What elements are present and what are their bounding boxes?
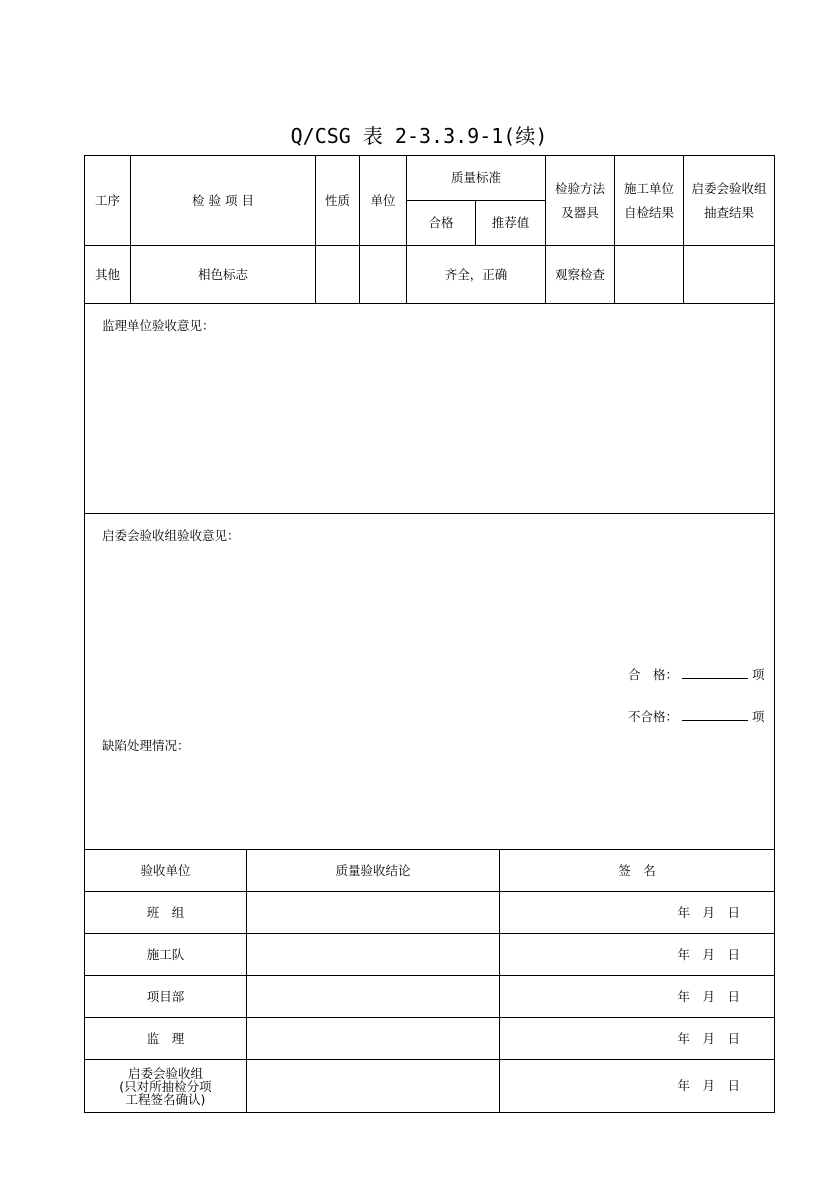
sign-row-conclusion[interactable] <box>246 1059 500 1113</box>
row-self-check[interactable] <box>614 245 684 304</box>
header-self-line2: 自检结果 <box>623 204 674 220</box>
committee-unit-line2: (只对所抽检分项 <box>119 1078 212 1094</box>
sign-row-date[interactable]: 年 月 日 <box>499 891 775 934</box>
header-qualified: 合格 <box>406 200 476 246</box>
sign-row-date[interactable]: 年 月 日 <box>499 1059 775 1113</box>
header-self-line1: 施工单位 <box>623 180 674 196</box>
sign-header-conclusion: 质量验收结论 <box>246 849 500 892</box>
unqualified-label: 不合格： <box>628 709 679 724</box>
sign-row-date[interactable]: 年 月 日 <box>499 1017 775 1060</box>
form-title: Q/CSG 表 2-3.3.9-1(续) <box>290 124 548 148</box>
unqualified-suffix: 项 <box>752 709 765 724</box>
unqualified-count <box>628 707 765 725</box>
supervision-opinion-label: 监理单位验收意见： <box>102 318 215 333</box>
sign-header-sign: 签 名 <box>499 849 775 892</box>
header-recommended: 推荐值 <box>475 200 546 246</box>
header-method <box>545 155 615 246</box>
qualified-count <box>628 665 765 683</box>
sign-row-conclusion[interactable] <box>246 975 500 1018</box>
qualified-label: 合 格： <box>628 667 679 682</box>
committee-opinion-label: 启委会验收组验收意见： <box>102 528 240 543</box>
qualified-suffix: 项 <box>752 667 765 682</box>
row-unit[interactable] <box>359 245 407 304</box>
header-committee-line2: 抽查结果 <box>703 204 754 220</box>
header-method-line1: 检验方法 <box>554 180 605 196</box>
committee-unit-line3: 工程签名确认) <box>125 1091 206 1107</box>
header-process: 工序 <box>84 155 131 246</box>
sign-row-unit: 班 组 <box>84 891 247 934</box>
sign-row-conclusion[interactable] <box>246 891 500 934</box>
header-method-line2: 及器具 <box>561 204 599 220</box>
row-committee-check[interactable] <box>683 245 775 304</box>
row-method: 观察检查 <box>545 245 615 304</box>
header-item: 检 验 项 目 <box>130 155 316 246</box>
row-process: 其他 <box>84 245 131 304</box>
sign-row-unit: 监 理 <box>84 1017 247 1060</box>
row-item: 相色标志 <box>130 245 316 304</box>
row-standard: 齐全，正确 <box>406 245 546 304</box>
supervision-opinion-box[interactable] <box>84 303 775 514</box>
header-nature: 性质 <box>315 155 360 246</box>
header-committee <box>683 155 775 246</box>
header-standard: 质量标准 <box>406 155 546 201</box>
header-unit: 单位 <box>359 155 407 246</box>
sign-row-date[interactable]: 年 月 日 <box>499 933 775 976</box>
qualified-blank[interactable] <box>682 666 748 679</box>
header-committee-line1: 启委会验收组 <box>691 180 767 196</box>
sign-row-unit-committee <box>84 1059 247 1113</box>
sign-header-unit: 验收单位 <box>84 849 247 892</box>
row-nature[interactable] <box>315 245 360 304</box>
sign-row-conclusion[interactable] <box>246 933 500 976</box>
defect-label: 缺陷处理情况： <box>102 738 190 753</box>
committee-unit-line1: 启委会验收组 <box>127 1065 203 1081</box>
sign-row-unit: 项目部 <box>84 975 247 1018</box>
header-self-check <box>614 155 684 246</box>
unqualified-blank[interactable] <box>682 708 748 721</box>
sign-row-unit: 施工队 <box>84 933 247 976</box>
sign-row-conclusion[interactable] <box>246 1017 500 1060</box>
sign-row-date[interactable]: 年 月 日 <box>499 975 775 1018</box>
